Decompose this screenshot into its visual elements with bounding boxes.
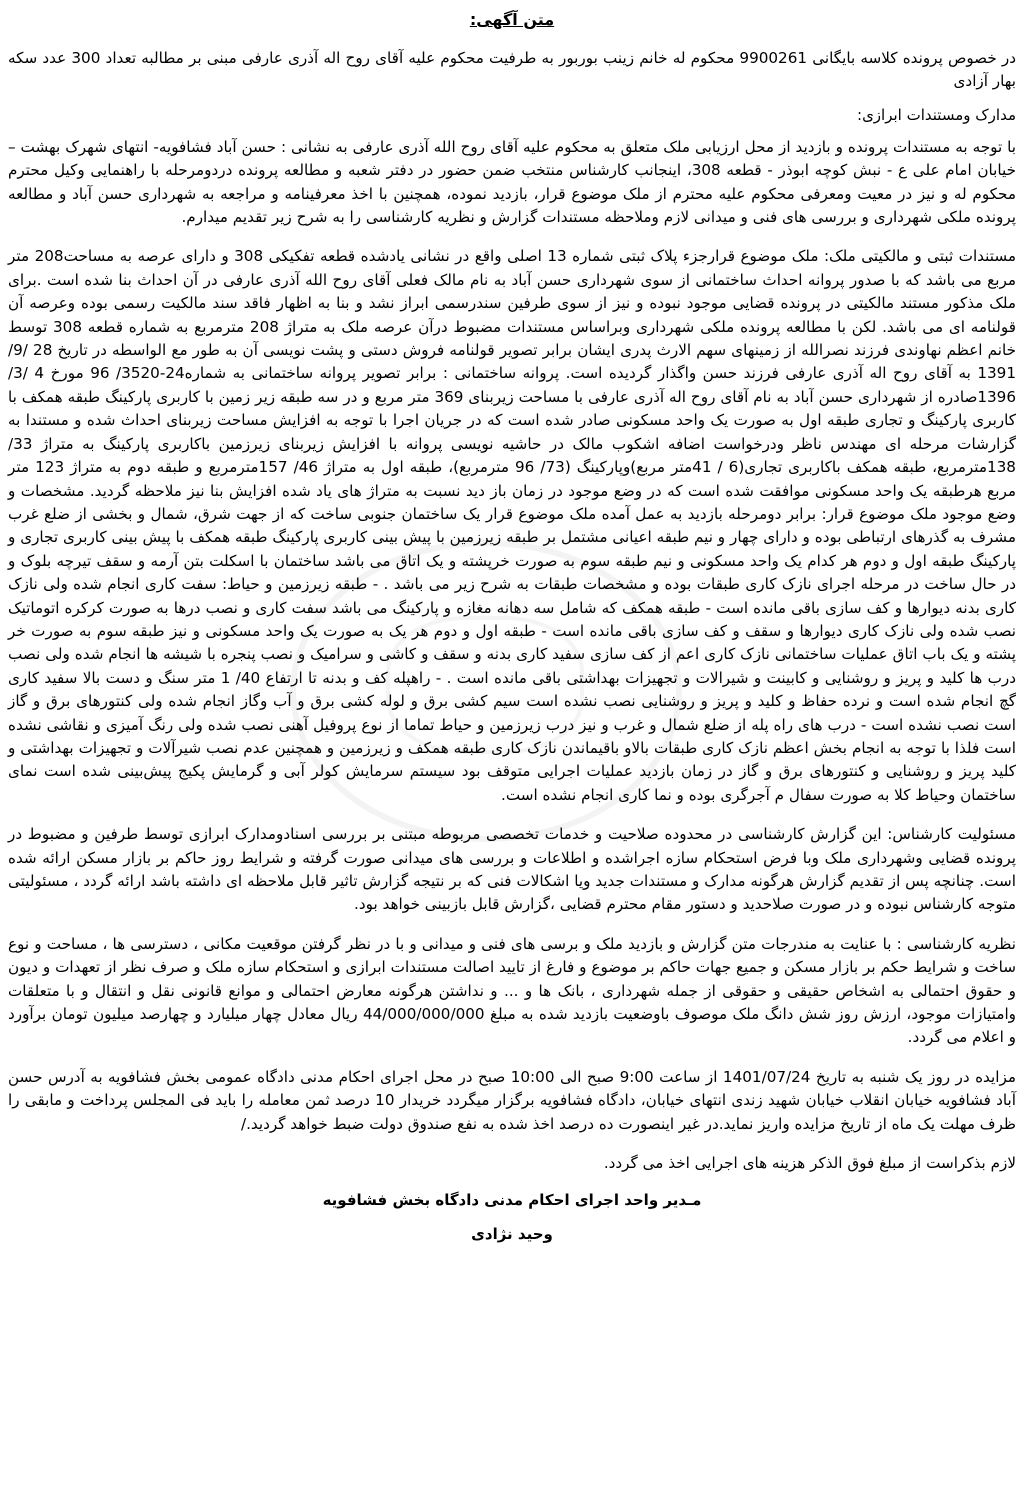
intro-paragraph: در خصوص پرونده کلاسه بایگانی 9900261 محکوم له خانم زینب بوربور به طرفیت محکوم علیه آقای روح اله آذری عارفی مبنی بر مطالبه تعداد 300 عدد سکه بهار آزادی [8, 49, 1016, 91]
ownership-paragraph: مستندات ثبتی و مالکیتی ملک: ملک موضوع قرارجزء پلاک ثبتی شماره 13 اصلی واقع در نشانی یادشده قطعه تفکیکی 308 و دارای عرصه به مساحت208 متر مربع می باشد که با صدور پروانه احداث ساختمانی از سوی شهرداری حسن آباد به نام مالک فعلی آقای روح الله آذری عارفی در آن احداث بنا شده است .برای ملک مذکور مستند مالکیتی در پرونده قضایی موجود نبوده و نیز از سوی طرفین سندرسمی ابراز نشد و بنا به اظهار فاقد سند مالکیت رسمی بوده وعرصه آن قولنامه ای می باشد. لکن با مطالعه پرونده ملکی شهرداری وبراساس مستندات مضبوط درآن عرصه ملک به متراژ 208 مترمربع به شماره قطعه 308 توسط خانم اعظم نهاوندی فرزند نصرالله از زمینهای سهم الارث پدری ایشان برابر تصویر قولنامه فروش دستی و پشت نویسی آن به طور مع الواسطه در تاریخ 28 /9/ 1391 به آقای روح اله آذری عارفی فرزند حسن واگذار گردیده است. پروانه ساختمانی : برابر تصویر پروانه ساختمانی به شماره24-3520/ 96 مورخ 4 /3/ 1396صادره از شهرداری حسن آباد به نام آقای روح اله آذری عارفی با مساحت زیربنای 369 متر مربع و در سه طبقه زیر زمین با کاربری پارکینگ طبقه همکف با کاربری پارکینگ و تجاری طبقه اول به صورت یک واحد مسکونی صادر شده است که در جریان اجرا با توجه به افزایش مساحت زیربنای احداث شده و مستندا به گزارشات مرحله ای مهندس ناظر ودرخواست اضافه اشکوب مالک در حاشیه نویسی پروانه با افزایش زیربنای زیرزمین باکاربری پارکینگ به متراژ 33/ 138مترمربع، طبقه همکف باکاربری تجاری(6 / 41متر مربع)وپارکینگ (73/ 96 مترمربع)، طبقه اول به متراژ 46/ 157مترمربع و طبقه دوم به متراژ 123 متر مربع هرطبقه یک واحد مسکونی موافقت شده است که در وضع موجود در زمان باز دید نسبت به متراژ های یاد شده افزایش بنا نیز ملاحظه گردید. مشخصات و وضع موجود ملک موضوع قرار: برابر دومرحله بازدید به عمل آمده ملک موضوع قرار یک ساختمان جنوبی ساخت که از جهت شرق، شمال و بخشی از ضلع غرب مشرف به گذرهای ارتباطی بوده و دارای چهار و نیم طبقه اعیانی مشتمل بر طبقه زیرزمین با پیش بینی کاربری پارکینگ طبقه همکف با پیش بینی کاربری تجاری و پارکینگ طبقه اول و دوم هر کدام یک واحد مسکونی و نیم طبقه سوم به صورت خرپشته و یک اتاق می باشد ساختمان با اسکلت بتن آرمه و سقف تیرچه بلوک و در حال ساخت در مرحله اجرای نازک کاری طبقات بوده و مشخصات طبقات به شرح زیر می باشد . - طبقه زیرزمین و حیاط: سفت کاری انجام شده ولی نازک کاری بدنه دیوارها و کف سازی باقی مانده است - طبقه همکف که شامل سه دهانه مغازه و پارکینگ می باشد سفت کاری و نصب درها به صورت کرکره اتوماتیک نصب شده ولی نازک کاری دیوارها و سقف و کف سازی باقی مانده است - طبقه اول و دوم هر یک به صورت یک واحد مسکونی و نیز طبقه سوم به صورت خر پشته و یک باب اتاق عملیات ساختمانی نازک کاری اعم از کف سازی سفید کاری بدنه و سقف و کاشی و سرامیک و نصب پنجره با شیشه ها انجام شده ولی نصب درب ها کلید و پریز و روشنایی و کابینت و شیرالات و تجهیزات بهداشتی باقی مانده است . - راهپله کف و بدنه تا ارتفاع 40/ 1 متر سنگ و دست بالا سفید کاری گچ انجام شده است و نرده حفاظ و کلید و پریز و روشنایی نصب نشده است سیم کشی برق و لوله کشی برق و آب وگاز انجام شده ولی کنتورهای برق و گاز است نصب نشده است - درب های راه پله از ضلع شمال و غرب و نیز درب زیرزمین و حیاط تماما از نوع پروفیل آهنی نصب شده ولی رنگ آمیزی و نقاشی نشده است فلذا با توجه به انجام بخش اعظم نازک کاری طبقات بالاو باقیماندن نازک کاری طبقه همکف و زیرزمین و همچنین عدم نصب شیرآلات و تجهیزات بهداشتی و کلید پریز و روشنایی و کنتورهای برق و گاز در زمان بازدید عملیات اجرایی متوقف بود سیستم سرمایش کولر آبی و گرمایش پکیج پیش‌بینی شده است نمای ساختمان وحیاط کلا به صورت سفال م آجرگری بوده و نما کاری انجام نشده است. [8, 247, 1017, 804]
signature-name: وحید نژادی [471, 1225, 553, 1244]
signature-role: مـدیر واحد اجرای احکام مدنی دادگاه بخش فشافویه [322, 1191, 702, 1210]
visit-paragraph: با توجه به مستندات پرونده و بازدید از محل ارزیابی ملک متعلق به محکوم علیه آقای روح الله آذری عارفی به نشانی : حسن آباد فشافویه- انتهای شهرک بهشت – خیابان امام علی ع - نبش کوچه ابوذر - قطعه 308، اینجانب کارشناس منتخب ضمن حضور در دفتر شعبه و مطالعه پرونده دردومرحله با راهنمایی وکیل محترم محکوم له و نیز در معیت ومعرفی محکوم علیه محترم از ملک موضوع قرار، بازدید نموده، همچنین با اخذ معرفینامه و مراجعه به شهرداری حسن آباد و مطالعه پرونده ملکی شهرداری و بررسی های فنی و میدانی لازم وملاحظه مستندات گزارش و نظریه کارشناسی را به شرح زیر تقدیم میدارم. [8, 137, 1016, 227]
opinion-paragraph: نظریه کارشناسی : با عنایت به مندرجات متن گزارش و بازدید ملک و برسی های فنی و میدانی و با در نظر گرفتن موقعیت مکانی ، دسترسی ها ، مساحت و نوع ساخت و شرایط حکم بر بازار مسکن و جمیع جهات حاکم بر موضوع و فارغ از تایید اصالت مستندات ابرازی و استحکام سازه ملک و صرف نظر از تعهدات و دیون و حقوق احتمالی به اشخاص حقیقی و حقوقی از جمله شهرداری ، بانک ها و ... و نداشتن هرگونه معارض احتمالی و موانع قانونی نقل و انتقال و با متعلقات وامتیازات موجود، ارزش روز شش دانگ ملک موصوف باوضعیت بازدید شده به مبلغ 44/000/000/000 ریال معادل چهار میلیارد و چهارصد میلیون تومان برآورد و اعلام می گردد. [8, 934, 1017, 1047]
document-title: متن آگهی: [469, 10, 555, 29]
liability-paragraph: مسئولیت کارشناس: این گزارش کارشناسی در محدوده صلاحیت و خدمات تخصصی مربوطه مبتنی بر بررسی اسنادومدارک ابرازی توسط طرفین و مضبوط در پرونده قضایی وشهرداری ملک وبا فرض استحکام سازه اجراشده و اطلاعات و بررسی های میدانی صورت گرفته و شرایط روز حاکم بر بازار مسکن ارائه شده است. چنانچه پس از تقدیم گزارش هرگونه مدارک و مستندات جدید ویا اشکالات فنی که بر نتیجه گزارش تاثیر قابل ملاحظه ای داشته باشد ارائه گردد ، مسئولیتی متوجه کارشناس نبوده و در صورت صلاحدید و دستور مقام محترم قضایی ،گزارش قابل بازبینی خواهد بود. [8, 825, 1016, 914]
auction-paragraph: مزایده در روز یک شنبه به تاریخ 1401/07/24 از ساعت 9:00 صبح الی 10:00 صبح در محل اجرای احکام مدنی دادگاه عمومی بخش فشافویه به آدرس حسن آباد فشافویه خیابان انقلاب خیابان شهید زندی انتهای خیابان، دادگاه فشافویه برگزار میگردد خریدار 10 درصد ثمن معامله را باید فی المجلس پرداخت و مابقی را ظرف مهلت یک ماه از تاریخ مزایده واریز نماید.در غیر اینصورت ده درصد اخذ شده به نفع صندوق دولت ضبط خواهد گردید./ [8, 1067, 1016, 1133]
note-paragraph: لازم بذکراست از مبلغ فوق الذکر هزینه های اجرایی اخذ می گردد. [603, 1154, 1016, 1173]
documents-heading: مدارک ومستندات ابرازی: [857, 105, 1016, 124]
